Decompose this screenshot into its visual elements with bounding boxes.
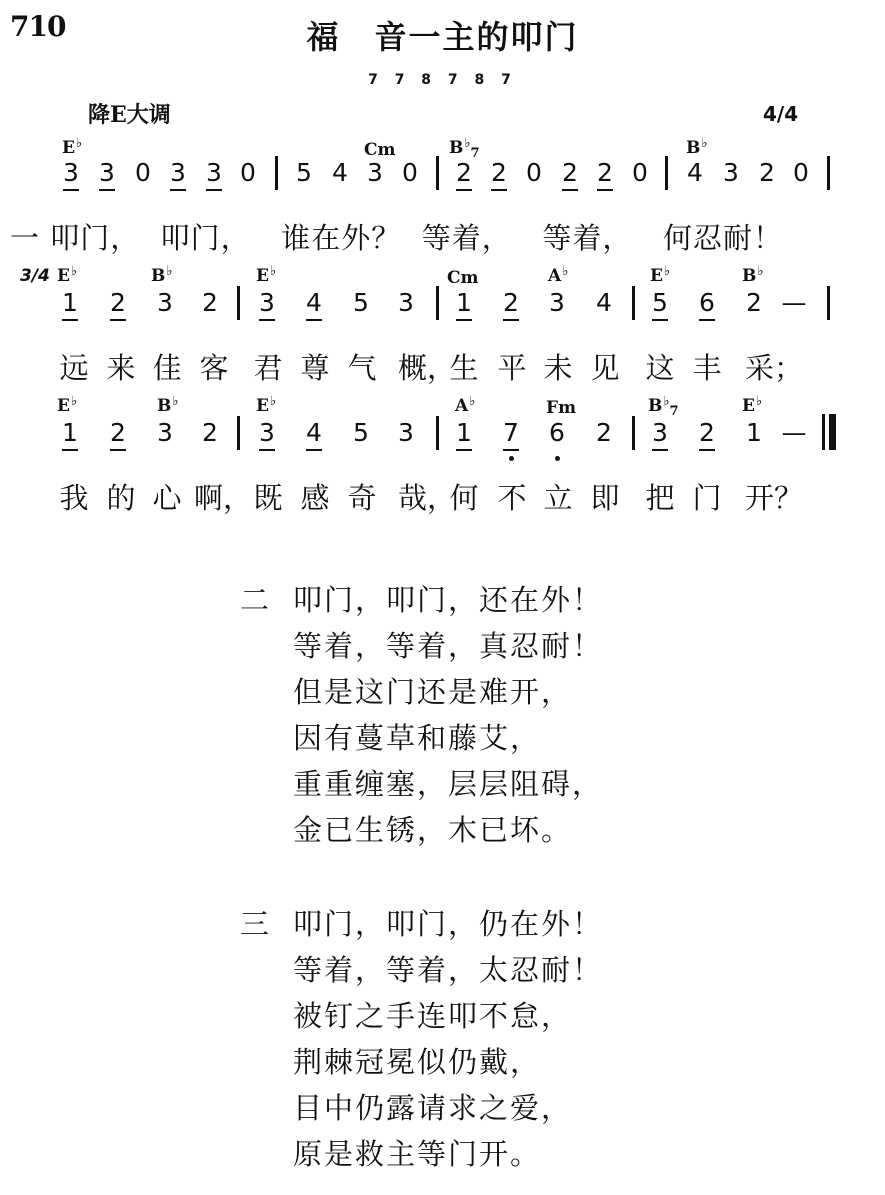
note: 3 [201,158,227,188]
chord-symbol: B♭ [157,394,179,416]
note: 2 [557,158,583,188]
note: 5 [296,158,312,187]
lyric-char: 君 [253,351,283,385]
lyric-char: 我 [59,481,89,515]
lyric-char: 的 [106,481,136,515]
final-barline [822,414,838,450]
verse-line: 叩门，叩门，还在外！ [293,583,604,617]
lyric-char: 见 [590,351,620,385]
verse-line: 等着，等着，真忍耐！ [293,629,604,663]
note: 3 [94,158,120,188]
barline [237,286,240,320]
note: 2 [105,418,131,448]
note: 2 [202,288,218,317]
note: 2 [746,288,762,317]
note: 5 [353,288,369,317]
chord-symbol: E♭ [650,264,671,286]
lyric-char: 感 [300,481,330,515]
lyric-char: 这 [645,351,675,385]
note: 1 [451,288,477,318]
note: 2 [596,418,612,447]
note: 6 [694,288,720,318]
lyric-char: 奇 [347,481,377,515]
note: 3 [549,288,565,317]
chord-symbol: Fm [546,398,577,418]
note: 2 [592,158,618,188]
chord-symbol: B♭ [742,264,764,286]
note: 3 [647,418,673,448]
note: 3 [367,158,383,187]
note: 0 [632,158,648,187]
note: 2 [486,158,512,188]
note: 4 [301,418,327,448]
lyric-char: 开？ [745,481,804,515]
note: 5 [353,418,369,447]
lyric-char: 远 [59,351,89,385]
chord-symbol: B♭ [686,136,708,158]
note: 4 [301,288,327,318]
note: 1 [451,418,477,448]
chord-symbol: E♭ [57,264,78,286]
chord-symbol: E♭ [57,394,78,416]
chord-symbol: E♭ [742,394,763,416]
lyric-char: 把 [645,481,675,515]
verse-line: 目中仍露请求之爱， [293,1091,573,1125]
lyric-char: 丰 [692,351,722,385]
lyric-char: 平 [497,351,527,385]
chord-symbol: E♭ [256,264,277,286]
barline [436,416,439,450]
barline [632,286,635,320]
note: 4 [596,288,612,317]
time-signature-change: 3/4 [20,266,50,286]
lyric-char: 生 [449,351,479,385]
lyric-char: 既 [253,481,283,515]
note: 3 [157,288,173,317]
lyric-char: 气 [347,351,377,385]
barline [275,156,278,190]
chord-symbol: $B^♭_7$ [648,394,679,419]
lyric-char: 立 [543,481,573,515]
note: 3 [165,158,191,188]
barline [827,286,830,320]
note: 3 [723,158,739,187]
note: 2 [202,418,218,447]
lyric-char: 客 [199,351,229,385]
note: 2 [451,158,477,188]
note: 3 [398,418,414,447]
lyric-char: 何 [449,481,479,515]
lyric-char: 来 [106,351,136,385]
note: 2 [759,158,775,187]
lyric-char: 佳 [152,351,182,385]
note: 4 [687,158,703,187]
barline [436,286,439,320]
chord-symbol: Cm [364,140,396,160]
verse-line: 但是这门还是难开， [293,675,573,709]
lyric-char: 未 [543,351,573,385]
chord-symbol: E♭ [256,394,277,416]
verse-line: 因有蔓草和藤艾， [293,721,542,755]
note: 0 [402,158,418,187]
time-signature: 4/4 [763,102,799,126]
lyric-char: 门 [692,481,722,515]
note: — [781,288,807,317]
lyric-char: 心 [152,481,182,515]
note: 3 [398,288,414,317]
lyric-char: 采； [745,351,804,385]
lyric-char: 哉， [398,481,457,515]
verse-line: 叩门，叩门，仍在外！ [293,907,604,941]
key-signature: 降E大调 [88,102,171,128]
verse-line: 金已生锈，木已坏。 [293,813,573,847]
hymn-title: 福 音一主的叩门 [306,18,579,56]
barline [237,416,240,450]
lyric-char: 啊， [194,481,253,515]
chord-symbol: A♭ [455,394,476,416]
chord-symbol: A♭ [548,264,569,286]
lyric-char: 即 [590,481,620,515]
note: 3 [254,288,280,318]
note: 2 [694,418,720,448]
meter: 7 7 8 7 8 7 [368,72,517,88]
chord-symbol: E♭ [62,136,83,158]
barline [827,156,830,190]
verse-line: 原是救主等门开。 [293,1137,542,1171]
note: 7 [498,418,524,448]
note: 1 [57,418,83,448]
verse-line: 被钉之手连叩不怠， [293,999,573,1033]
verse-number: 二 [240,583,270,617]
note: 1 [746,418,762,447]
note: 4 [332,158,348,187]
note: 1 [57,288,83,318]
verse-line: 荆棘冠冕似仍戴， [293,1045,542,1079]
note: 0 [135,158,151,187]
note: 0 [793,158,809,187]
verse-line: 等着，等着，太忍耐！ [293,953,604,987]
lyric-char: 尊 [300,351,330,385]
chord-symbol: Cm [447,268,479,288]
verse-number: 三 [240,907,270,941]
note: 0 [240,158,256,187]
note: 2 [105,288,131,318]
note: 3 [157,418,173,447]
note: 3 [254,418,280,448]
note: — [781,418,807,447]
barline [665,156,668,190]
note: 5 [647,288,673,318]
lyric-line-1: 一 叩门， 叩门， 谁在外？ 等着， 等着， 何忍耐！ [10,221,784,255]
chord-symbol: B♭ [151,264,173,286]
note: 0 [526,158,542,187]
note: 6 [544,418,570,448]
note: 2 [498,288,524,318]
barline [632,416,635,450]
hymn-number: 710 [10,10,66,43]
lyric-char: 概， [398,351,457,385]
barline [436,156,439,190]
lyric-char: 不 [497,481,527,515]
verse-line: 重重缠塞，层层阻碍， [293,767,604,801]
note: 3 [58,158,84,188]
chord-symbol: $B^♭_7$ [449,136,480,161]
